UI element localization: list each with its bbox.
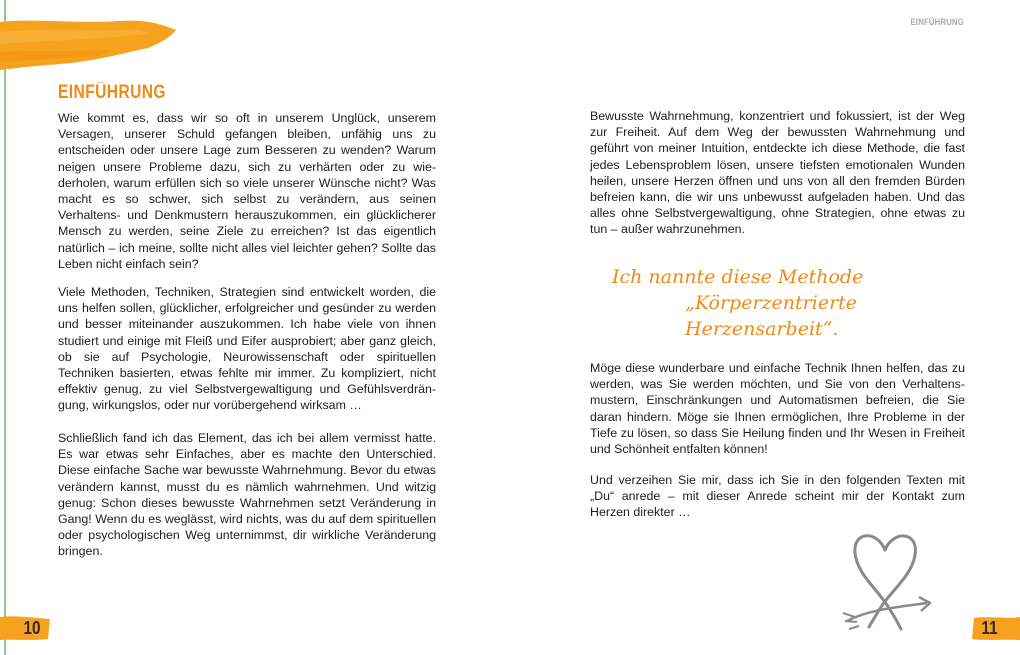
body-paragraph-2: Viele Methoden, Techniken, Strategien sind entwickelt worden, die uns helfen sollen, glücklicher, erfolgreicher und gesünder zu werden und besser miteinander auszukommen. Ich habe viele von ihnen studiert und einige mit Fleiß und Eifer ausprobiert; aber ganz gleich, ob sie auf Psychologie, Neurowissenschaft oder spirituellen Techniken basierten, etwas fehlte mir immer. Zu kompliziert, nicht effektiv genug, zu viel Selbstvergewaltigung und Gefühlsverdrängung, wirkungslos, oder nur vorübergehend wirksam … [58, 285, 436, 413]
body-paragraph-6: Und verzeihen Sie mir, dass ich Sie in den folgenden Texten mit „Du“ anrede – mit dieser Anrede scheint mir der Kontakt zum Herzen direkter … [590, 473, 965, 520]
page-edge-line [4, 0, 6, 655]
page-number-right: 11 [981, 618, 998, 638]
right-page [510, 0, 1020, 655]
pull-quote [610, 264, 950, 342]
section-title: EINFÜHRUNG [58, 82, 166, 103]
body-paragraph-3: Schließlich fand ich das Element, das ich bei allem vermisst hatte. Es war etwas sehr Einfaches, aber es machte den Unterschied. Diese einfache Sache war bewusste Wahrnehmung. Bevor du etwas verändern kannst, musst du es nämlich wahrnehmen. Und witzig genug: Schon dieses bewusste Wahrnehmen setzt Veränderung in Gang! Wenn du es weglässt, wird nichts, was du auf dem spirituellen oder psychologischen Weg unternimmst, dir wirkliche Veränderung bringen. [58, 431, 436, 559]
heart-arrow-icon [835, 525, 935, 640]
body-paragraph-1: Wie kommt es, dass wir so oft in unserem Unglück, unserem Versagen, unserer Schuld gefangen bleiben, unfähig uns zu entscheiden oder unsere Lage zum Besseren zu wenden? Warum neigen unsere Probleme dazu, sich zu verhärten oder zu wiederholen, warum erfüllen sich so viele unserer Wünsche nicht? Was macht es so schwer, sich selbst zu verändern, aus seinen Verhaltens- und Denkmustern herauszukommen, ein glücklicherer Mensch zu werden, seine Ziele zu erreichen? Ist das eigentlich natürlich – ich meine, sollte nicht alles viel leichter gehen? Sollte das Leben nicht einfach sein? [58, 111, 436, 271]
body-paragraph-4: Bewusste Wahrnehmung, konzentriert und fokussiert, ist der Weg zur Freiheit. Auf dem Weg der bewussten Wahrnehmung und geführt von meiner Intuition, entdeckte ich diese Methode, die fast jedes Lebensproblem lösen, unsere tiefsten emotionalen Wunden heilen, unsere Herzen öffnen und uns von all den fremden Bürden befreien kann, die wir uns unbewusst aufgeladen haben. Und das alles ohne Selbstvergewaltigung, ohne Strategien, ohne etwas zu tun – außer wahrzunehmen. [590, 109, 965, 237]
body-paragraph-5: Möge diese wunderbare und einfache Technik Ihnen helfen, das zu werden, was Sie werden möchten, und Sie von den Verhaltensmustern, Einschränkungen und Automatismen befreien, die Sie daran hindern. Möge sie Ihnen ermöglichen, Ihre Probleme in der Tiefe zu lösen, so dass Sie Heilung finden und Ihr Wesen in Freiheit und Schönheit entfalten können! [590, 361, 965, 457]
brush-stroke-decoration [0, 18, 178, 70]
running-head: EINFÜHRUNG [910, 17, 964, 27]
pull-quote-line-2: „Körperzentrierte Herzensarbeit“. [685, 292, 858, 340]
page-number-left: 10 [23, 618, 41, 638]
pull-quote-line-1: Ich nannte diese Methode [612, 266, 864, 288]
